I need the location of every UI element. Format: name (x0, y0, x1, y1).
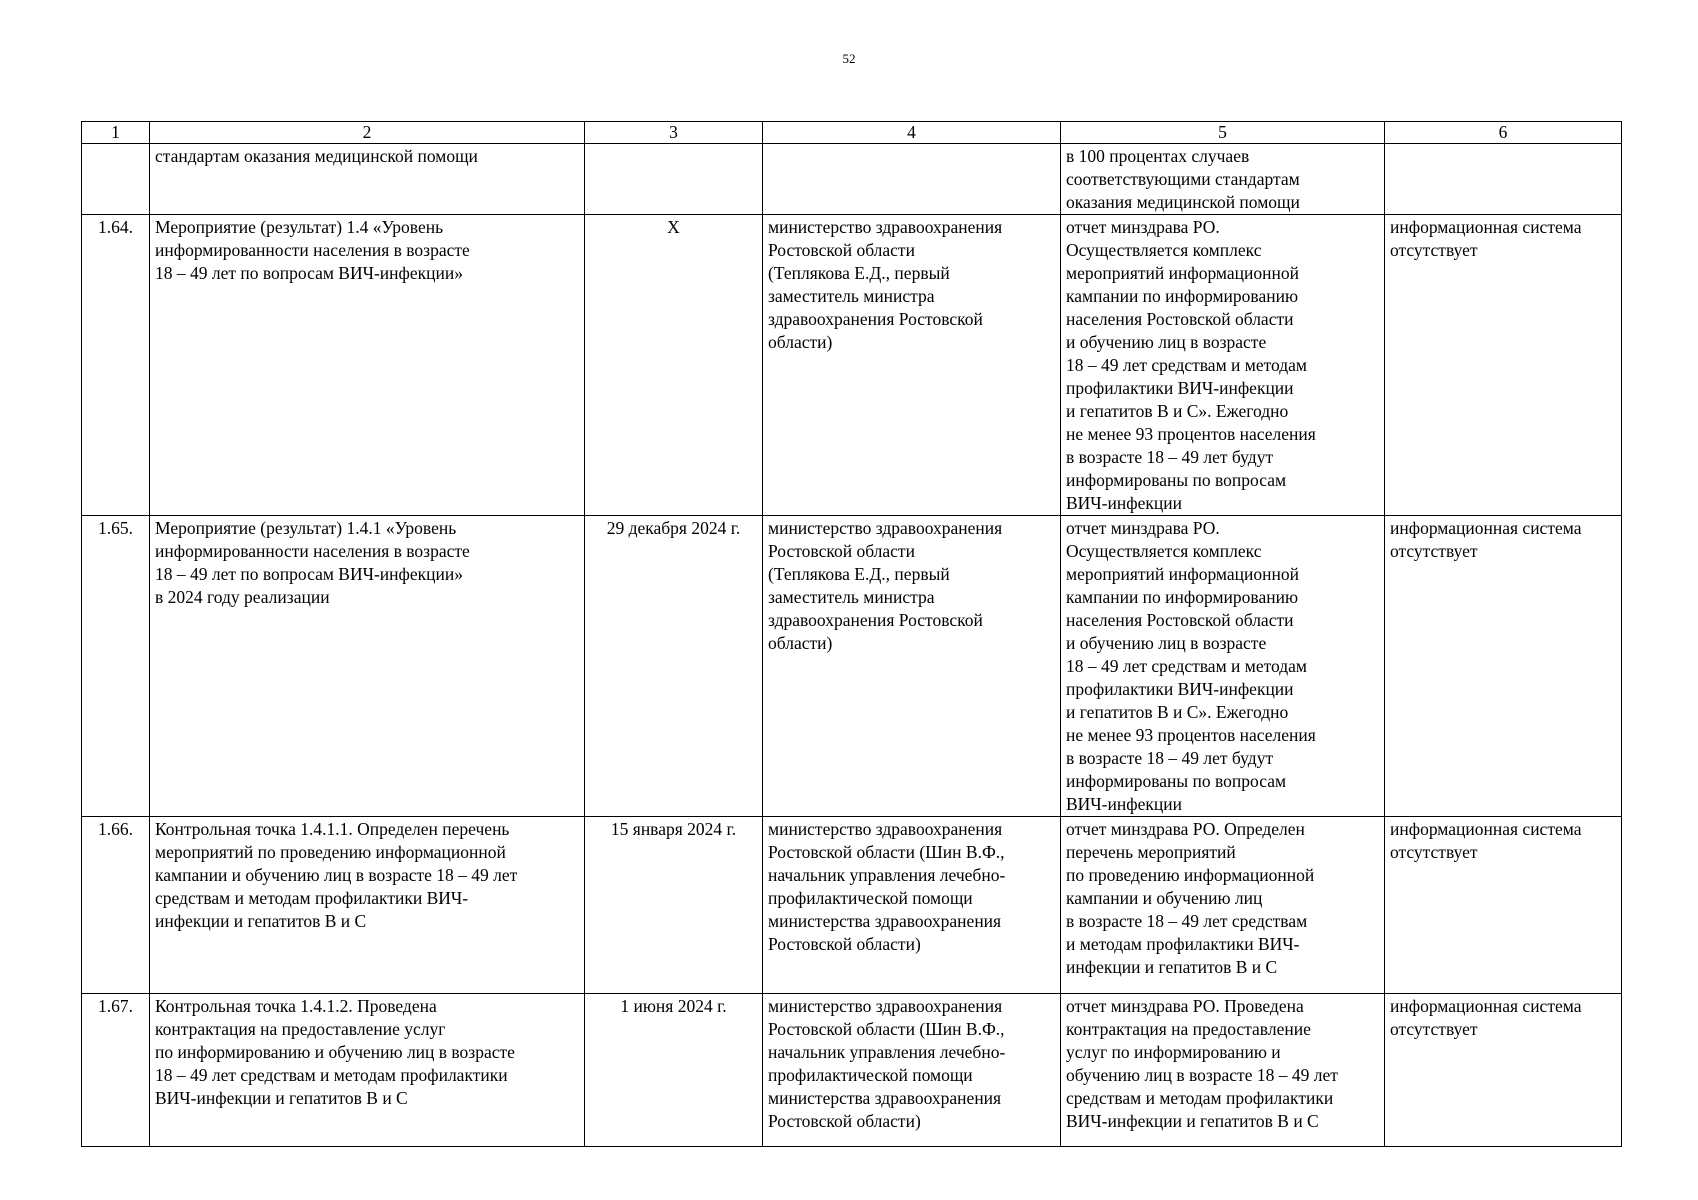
page-number: 52 (842, 51, 856, 66)
table-row (82, 516, 1622, 817)
measure-name-cell: стандартам оказания медицинской помощи (150, 144, 585, 215)
row-number-cell: 1.65. (82, 516, 150, 817)
table-row (82, 144, 1622, 215)
result-cell: отчет минздрава РО. Проведена контрактация на предоставление услуг по информированию и обучению лиц в возрасте 18 – 49 лет средствам и методам профилактики ВИЧ-инфекции и гепатитов В и С (1061, 994, 1385, 1147)
table-row (82, 994, 1622, 1147)
column-header-3: 3 (585, 122, 763, 144)
info-system-cell (1385, 144, 1622, 215)
measure-name-cell: Контрольная точка 1.4.1.1. Определен перечень мероприятий по проведению информационной кампании и обучению лиц в возрасте 18 – 49 лет средствам и методам профилактики ВИЧ- инфекции и гепатитов В и С (150, 817, 585, 994)
measure-name-cell: Контрольная точка 1.4.1.2. Проведена контрактация на предоставление услуг по информированию и обучению лиц в возрасте 18 – 49 лет средствам и методам профилактики ВИЧ-инфекции и гепатитов В и С (150, 994, 585, 1147)
result-cell: отчет минздрава РО. Осуществляется комплекс мероприятий информационной кампании по информированию населения Ростовской области и обучению лиц в возрасте 18 – 49 лет средствам и методам профилактики ВИЧ-инфекции и гепатитов В и С». Ежегодно не менее 93 процентов населения в возрасте 18 – 49 лет будут информированы по вопросам ВИЧ-инфекции (1061, 516, 1385, 817)
info-system-cell: информационная система отсутствует (1385, 516, 1622, 817)
column-header-4: 4 (763, 122, 1061, 144)
column-header-5: 5 (1061, 122, 1385, 144)
responsible-cell: министерство здравоохранения Ростовской области (Шин В.Ф., начальник управления лечебно- профилактической помощи министерства здравоохранения Ростовской области) (763, 817, 1061, 994)
info-system-cell: информационная система отсутствует (1385, 215, 1622, 516)
row-number-cell: 1.67. (82, 994, 150, 1147)
table-row (82, 215, 1622, 516)
responsible-cell: министерство здравоохранения Ростовской области (Теплякова Е.Д., первый заместитель министра здравоохранения Ростовской области) (763, 215, 1061, 516)
deadline-cell: X (585, 215, 763, 516)
row-number-cell (82, 144, 150, 215)
result-cell: в 100 процентах случаев соответствующими стандартам оказания медицинской помощи (1061, 144, 1385, 215)
responsible-cell: министерство здравоохранения Ростовской области (Шин В.Ф., начальник управления лечебно- профилактической помощи министерства здравоохранения Ростовской области) (763, 994, 1061, 1147)
deadline-cell: 1 июня 2024 г. (585, 994, 763, 1147)
column-header-2: 2 (150, 122, 585, 144)
info-system-cell: информационная система отсутствует (1385, 994, 1622, 1147)
deadline-cell: 29 декабря 2024 г. (585, 516, 763, 817)
deadline-cell (585, 144, 763, 215)
row-number-cell: 1.64. (82, 215, 150, 516)
result-cell: отчет минздрава РО. Определен перечень мероприятий по проведению информационной кампании и обучению лиц в возрасте 18 – 49 лет средствам и методам профилактики ВИЧ- инфекции и гепатитов В и С (1061, 817, 1385, 994)
table-row (82, 817, 1622, 994)
column-header-1: 1 (82, 122, 150, 144)
deadline-cell: 15 января 2024 г. (585, 817, 763, 994)
responsible-cell (763, 144, 1061, 215)
measure-name-cell: Мероприятие (результат) 1.4 «Уровень информированности населения в возрасте 18 – 49 лет по вопросам ВИЧ-инфекции» (150, 215, 585, 516)
responsible-cell: министерство здравоохранения Ростовской области (Теплякова Е.Д., первый заместитель министра здравоохранения Ростовской области) (763, 516, 1061, 817)
column-number-row (82, 122, 1622, 144)
result-cell: отчет минздрава РО. Осуществляется комплекс мероприятий информационной кампании по информированию населения Ростовской области и обучению лиц в возрасте 18 – 49 лет средствам и методам профилактики ВИЧ-инфекции и гепатитов В и С». Ежегодно не менее 93 процентов населения в возрасте 18 – 49 лет будут информированы по вопросам ВИЧ-инфекции (1061, 215, 1385, 516)
row-number-cell: 1.66. (82, 817, 150, 994)
plan-table (81, 121, 1622, 1147)
column-header-6: 6 (1385, 122, 1622, 144)
measure-name-cell: Мероприятие (результат) 1.4.1 «Уровень информированности населения в возрасте 18 – 49 лет по вопросам ВИЧ-инфекции» в 2024 году реализации (150, 516, 585, 817)
info-system-cell: информационная система отсутствует (1385, 817, 1622, 994)
